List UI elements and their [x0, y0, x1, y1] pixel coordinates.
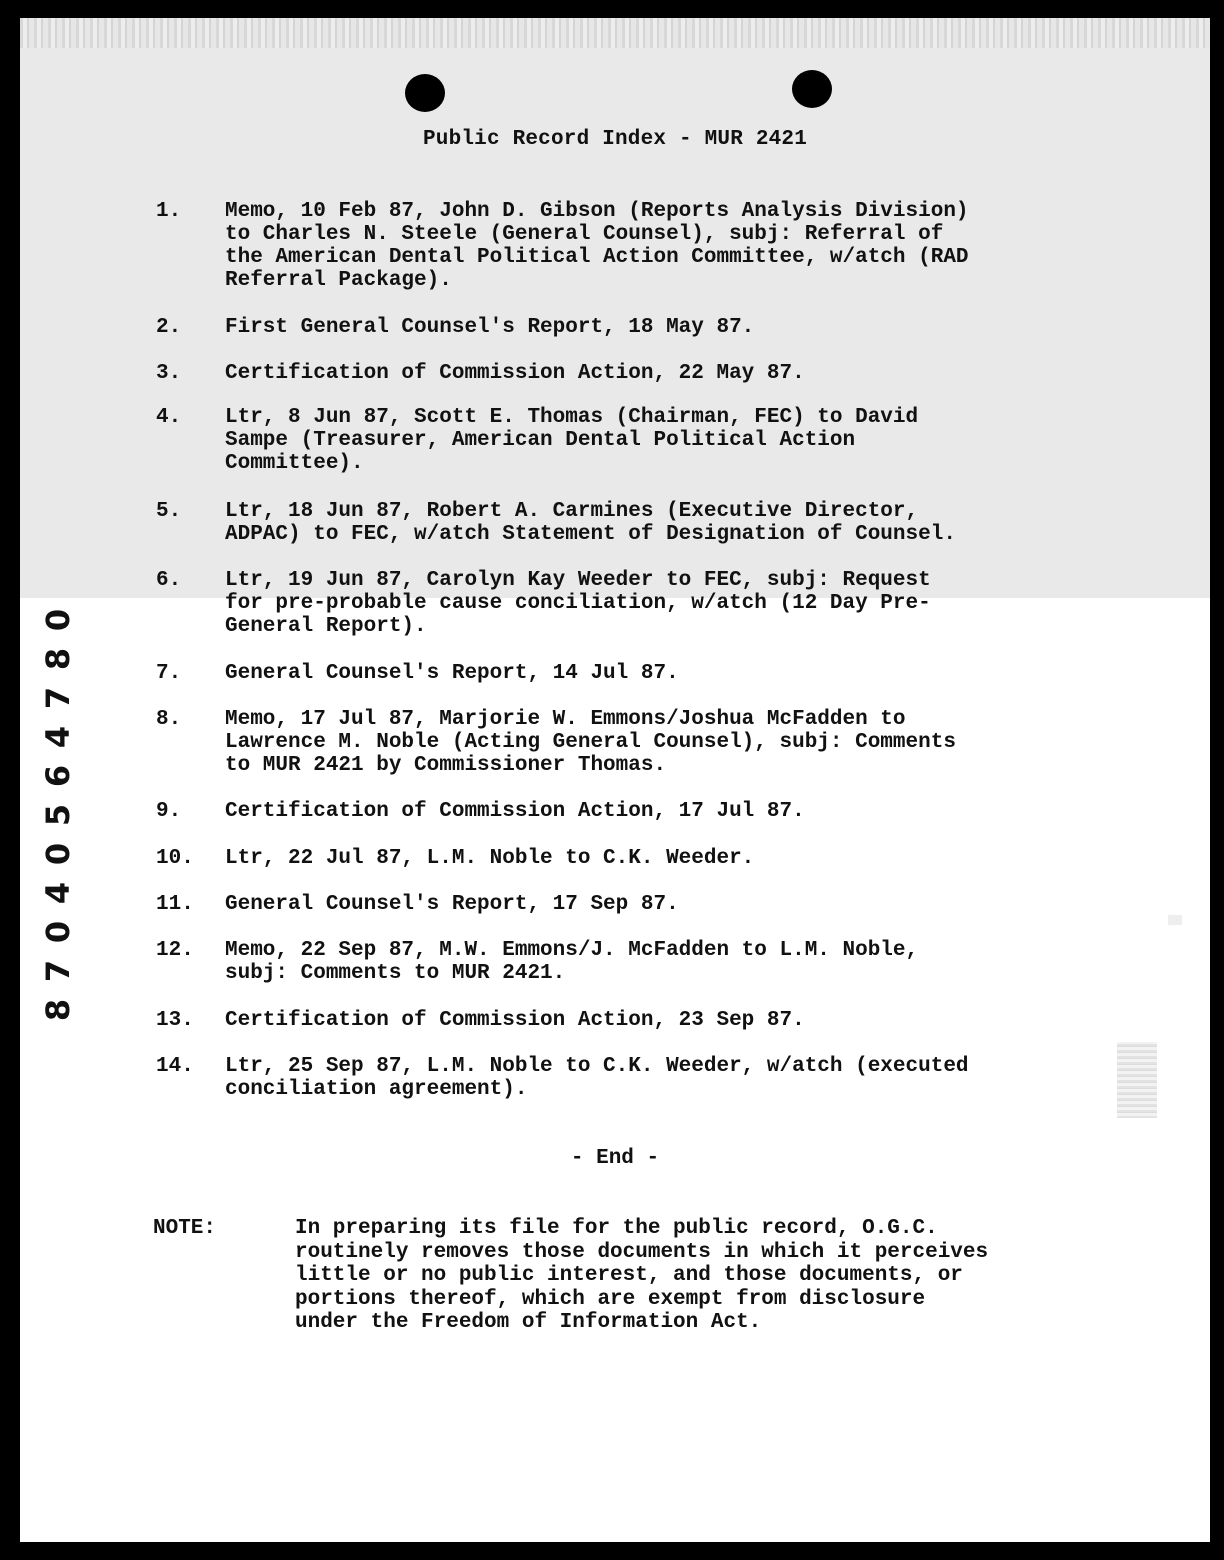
note-text: In preparing its file for the public record, O.G.C. routinely removes those documents in which it perceives little or no public interest, and those documents, or portions thereof, which are exempt from disclosure under the Freedom of Information Act.	[295, 1217, 989, 1334]
stamp-digit: 5	[39, 803, 77, 827]
entry-number: 14.	[156, 1055, 194, 1078]
stamp-digit: 4	[39, 725, 77, 749]
stamp-digit: 8	[39, 998, 77, 1022]
entry-number: 6.	[156, 569, 182, 592]
entry-text: Memo, 22 Sep 87, M.W. Emmons/J. McFadden to L.M. Noble, subj: Comments to MUR 2421.	[225, 939, 919, 985]
stamp-digit: 0	[39, 842, 77, 866]
entry-number: 8.	[156, 708, 182, 731]
stamp-digit: 0	[39, 920, 77, 944]
entry-text: Certification of Commission Action, 23 Sep 87.	[225, 1009, 805, 1032]
stamp-digit: 7	[39, 686, 77, 710]
stamp-digit: 6	[39, 764, 77, 788]
entry-text: Memo, 10 Feb 87, John D. Gibson (Reports Analysis Division) to Charles N. Steele (General Counsel), subj: Referral of the American Dental Political Action Committee, w/atch (RAD Referral Package).	[225, 200, 969, 292]
entry-number: 9.	[156, 800, 182, 823]
entry-number: 10.	[156, 847, 194, 870]
entry-number: 11.	[156, 893, 194, 916]
entry-text: Ltr, 19 Jun 87, Carolyn Kay Weeder to FEC, subj: Request for pre-probable cause conciliation, w/atch (12 Day Pre- General Report).	[225, 569, 931, 638]
document-page	[20, 18, 1210, 1542]
stamp-digit: 0	[39, 608, 77, 632]
stamp-digit: 8	[39, 647, 77, 671]
punch-hole-right	[792, 70, 832, 108]
entry-text: Ltr, 25 Sep 87, L.M. Noble to C.K. Weeder, w/atch (executed conciliation agreement).	[225, 1055, 969, 1101]
scan-artifact-small	[1168, 915, 1182, 925]
entry-number: 12.	[156, 939, 194, 962]
entry-number: 1.	[156, 200, 182, 223]
entry-number: 4.	[156, 406, 182, 429]
entry-text: Certification of Commission Action, 22 May 87.	[225, 362, 805, 385]
entry-text: General Counsel's Report, 14 Jul 87.	[225, 662, 679, 685]
stamp-digit: 7	[39, 959, 77, 983]
scan-noise-edge	[20, 18, 1210, 48]
scan-artifact	[1117, 1042, 1157, 1118]
entry-text: First General Counsel's Report, 18 May 87.	[225, 316, 755, 339]
note-label: NOTE:	[153, 1217, 217, 1240]
document-control-number	[38, 598, 78, 1028]
entry-text: Ltr, 22 Jul 87, L.M. Noble to C.K. Weeder.	[225, 847, 755, 870]
entry-number: 5.	[156, 500, 182, 523]
entry-text: Certification of Commission Action, 17 Jul 87.	[225, 800, 805, 823]
page-title: Public Record Index - MUR 2421	[422, 128, 808, 151]
entry-text: Ltr, 18 Jun 87, Robert A. Carmines (Executive Director, ADPAC) to FEC, w/atch Statement of Designation of Counsel.	[225, 500, 956, 546]
entry-number: 7.	[156, 662, 182, 685]
stamp-digit: 4	[39, 881, 77, 905]
entry-text: General Counsel's Report, 17 Sep 87.	[225, 893, 679, 916]
entry-number: 2.	[156, 316, 182, 339]
entry-text: Memo, 17 Jul 87, Marjorie W. Emmons/Joshua McFadden to Lawrence M. Noble (Acting General Counsel), subj: Comments to MUR 2421 by Commissioner Thomas.	[225, 708, 956, 777]
end-marker: - End -	[570, 1147, 660, 1170]
punch-hole-left	[405, 74, 445, 112]
entry-number: 3.	[156, 362, 182, 385]
entry-text: Ltr, 8 Jun 87, Scott E. Thomas (Chairman, FEC) to David Sampe (Treasurer, American Dental Political Action Committee).	[225, 406, 919, 475]
entry-number: 13.	[156, 1009, 194, 1032]
